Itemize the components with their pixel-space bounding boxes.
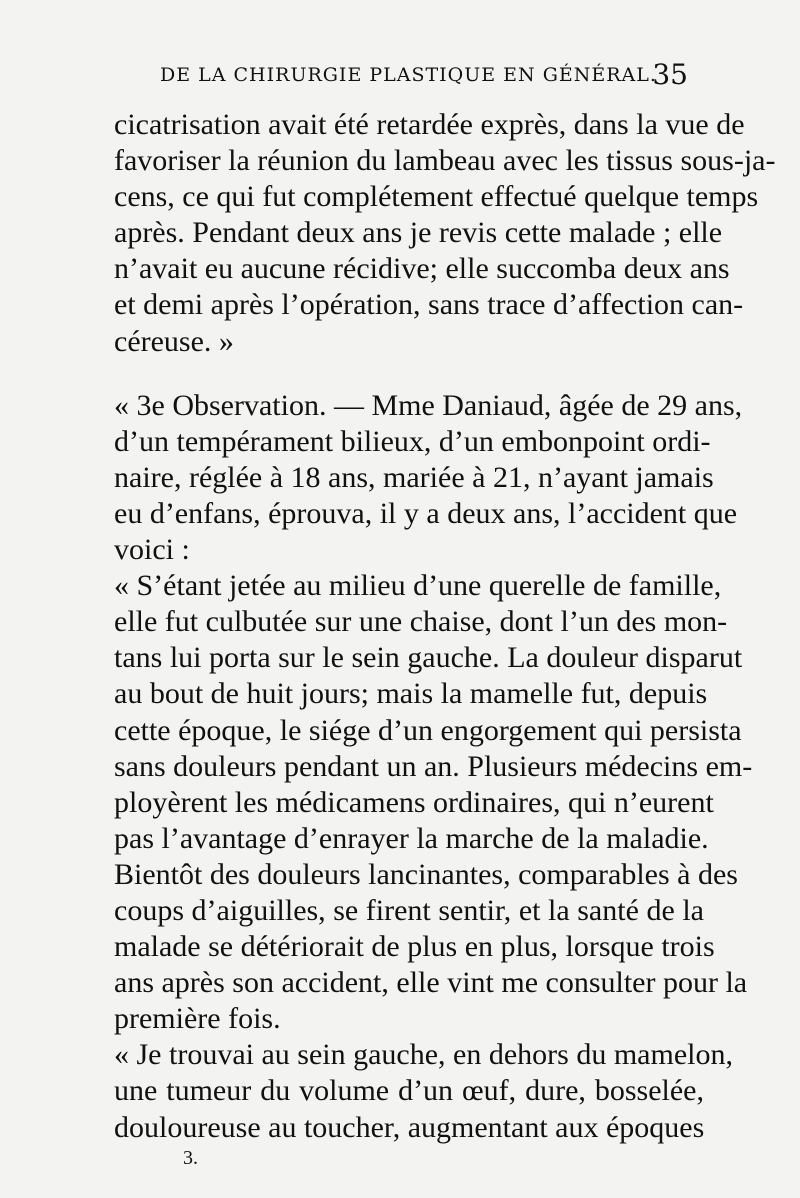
text-line: après. Pendant deux ans je revis cette malade ; elle bbox=[114, 216, 723, 250]
text-line: douloureuse au toucher, augmentant aux époques bbox=[114, 1110, 705, 1144]
text-line: Bientôt des douleurs lancinantes, comparables à des bbox=[114, 857, 738, 891]
text-line: d’un tempérament bilieux, d’un embonpoint ordi- bbox=[114, 424, 711, 458]
page-header bbox=[112, 56, 688, 92]
paragraph bbox=[114, 568, 753, 1037]
text-line: n’avait eu aucune récidive; elle succomba deux ans bbox=[114, 252, 730, 286]
text-line: eu d’enfans, éprouva, il y a deux ans, l’accident que bbox=[114, 496, 738, 530]
text-line: « S’étant jetée au milieu d’une querelle de famille, bbox=[114, 569, 722, 603]
signature-mark: 3. bbox=[183, 1147, 198, 1169]
text-line: sans douleurs pendant un an. Plusieurs médecins em- bbox=[114, 749, 753, 783]
text-line: ployèrent les médicamens ordinaires, qui n’eurent bbox=[114, 785, 714, 819]
text-line: « Je trouvai au sein gauche, en dehors du mamelon, bbox=[114, 1038, 733, 1072]
paragraph bbox=[114, 107, 776, 360]
text-line: cens, ce qui fut complétement effectué quelque temps bbox=[114, 180, 759, 214]
text-line: céreuse. » bbox=[114, 324, 234, 358]
text-line: pas l’avantage d’enrayer la marche de la maladie. bbox=[114, 821, 709, 855]
text-line: au bout de huit jours; mais la mamelle fut, depuis bbox=[114, 677, 708, 711]
paragraph bbox=[114, 1037, 733, 1145]
running-title: DE LA CHIRURGIE PLASTIQUE EN GÉNÉRAL. bbox=[160, 64, 657, 86]
text-line: une tumeur du volume d’un œuf, dure, bosselée, bbox=[114, 1074, 704, 1108]
text-line: cette époque, le siége d’un engorgement qui persista bbox=[114, 713, 742, 747]
text-line: malade se détériorait de plus en plus, lorsque trois bbox=[114, 930, 715, 964]
text-line: ans après son accident, elle vint me consulter pour la bbox=[114, 966, 748, 1000]
text-line: première fois. bbox=[114, 1002, 281, 1036]
paragraph bbox=[114, 388, 743, 568]
text-line: « 3e Observation. — Mme Daniaud, âgée de 29 ans, bbox=[114, 388, 743, 422]
text-line: et demi après l’opération, sans trace d’affection can- bbox=[114, 288, 744, 322]
text-line: cicatrisation avait été retardée exprès, dans la vue de bbox=[114, 108, 745, 141]
text-line: coups d’aiguilles, se firent sentir, et la santé de la bbox=[114, 893, 704, 927]
page-number: 35 bbox=[652, 58, 688, 91]
text-line: tans lui porta sur le sein gauche. La douleur disparut bbox=[114, 641, 743, 675]
text-line: voici : bbox=[114, 533, 190, 567]
text-line: elle fut culbutée sur une chaise, dont l’un des mon- bbox=[114, 605, 728, 639]
paragraph-gap bbox=[114, 360, 704, 388]
body-text bbox=[114, 107, 776, 1146]
text-line: favoriser la réunion du lambeau avec les tissus sous-ja- bbox=[114, 144, 776, 178]
text-line: naire, réglée à 18 ans, mariée à 21, n’ayant jamais bbox=[114, 460, 714, 494]
